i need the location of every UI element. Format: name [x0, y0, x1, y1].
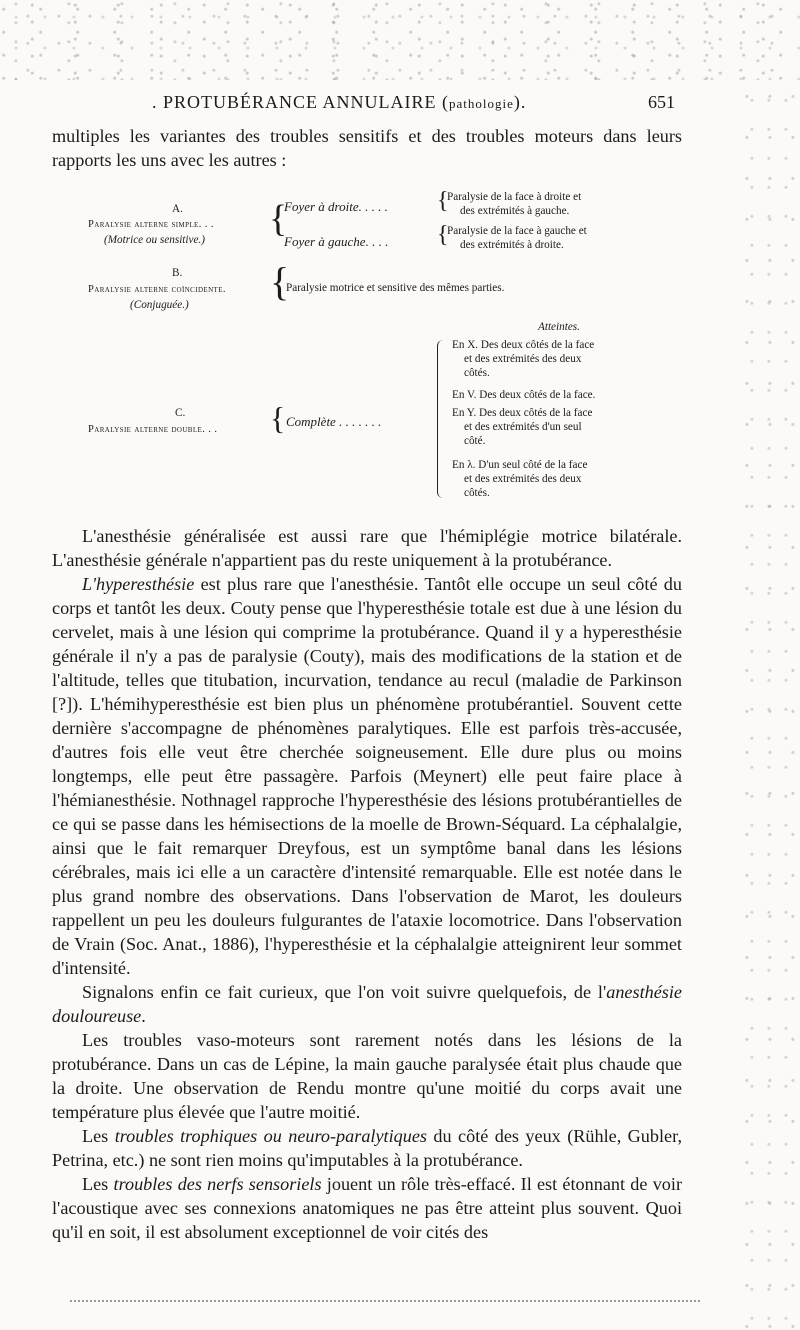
paragraph-italic: troubles trophiques ou neuro-paralytiques [114, 1126, 427, 1146]
table-c-item-1-line: côtés. [464, 367, 490, 379]
table-b-desc: Paralysie motrice et sensitive des mêmes parties. [286, 282, 505, 294]
table-c-item-4-line: côtés. [464, 487, 490, 499]
paragraph [52, 572, 682, 980]
brace-icon: { [270, 400, 286, 436]
table-c-item-1 [452, 338, 594, 380]
table-c-item-1-line: En X. Des deux côtés de la face [452, 339, 595, 351]
header-title: . PROTUBÉRANCE ANNULAIRE ( [152, 92, 450, 112]
body-text [52, 524, 682, 1244]
table-c-item-2 [452, 388, 595, 402]
brace-icon: { [270, 259, 290, 304]
large-brace-icon [437, 340, 444, 498]
brace-icon: { [437, 188, 449, 214]
page-number: 651 [648, 92, 675, 112]
paragraph-text: jouent un rôle très-effacé. Il est étonnant de voir l'acoustique avec ses connexions anatomiques ne pas être atteint plus souvent. Quoi qu'il en soit, il est absolument exceptionnel de voir cités des [52, 1174, 683, 1242]
paragraph-text: . [141, 1006, 146, 1026]
table-c-name: Paralysie alterne double. . . [88, 424, 218, 435]
table-b-sub: (Conjuguée.) [130, 299, 189, 311]
paragraph [52, 1028, 682, 1124]
paragraph-italic: troubles des nerfs sensoriels [113, 1174, 322, 1194]
table-a-foyer-2: Foyer à gauche. . . . [284, 234, 389, 249]
table-c-item-3-line: En Y. Des deux côtés de la face [452, 407, 593, 419]
table-b-name: Paralysie alterne coïncidente. [88, 284, 226, 295]
table-c-heading: Atteintes. [538, 321, 580, 333]
table-a-result-2b: des extrémités à droite. [460, 239, 564, 251]
table-c-item-3 [452, 406, 592, 448]
paragraph-lead: Les [82, 1126, 115, 1146]
paragraph [52, 1172, 682, 1244]
table-a-result-2a: Paralysie de la face à gauche et [447, 225, 587, 237]
header-title-end: ). [513, 92, 527, 112]
running-header [152, 92, 692, 113]
header-subtitle: pathologie [449, 96, 514, 111]
table-c-item-3-line: et des extrémités d'un seul [464, 421, 582, 433]
paragraph [52, 980, 682, 1028]
scan-noise-top [0, 0, 800, 80]
intro-text: multiples les variantes des troubles sensitifs et des troubles moteurs dans leurs rapports les uns avec les autres : [52, 126, 682, 170]
table-c-item-1-line: et des extrémités des deux [464, 353, 582, 365]
paragraph-text: L'anesthésie généralisée est aussi rare que l'hémiplégie motrice bilatérale. L'anesthésie générale n'appartient pas du reste uniquement à la protubérance. [52, 526, 682, 570]
table-c-item-4-line: En λ. D'un seul côté de la face [452, 459, 588, 471]
paragraph-text: du côté des yeux (Rühle, Gubler, Petrina, etc.) ne sont rien moins qu'imputables à la protubérance. [52, 1126, 682, 1170]
table-a-sub: (Motrice ou sensitive.) [104, 234, 205, 246]
table-a-result-1b: des extrémités à gauche. [460, 205, 570, 217]
table-c-foyer: Complète . . . . . . . [286, 414, 382, 429]
paragraph [52, 1124, 682, 1172]
paragraph-lead: Signalons enfin ce fait curieux, que l'on voit suivre quelquefois, de l' [82, 982, 607, 1002]
paragraph-text: Les troubles vaso-moteurs sont rarement notés dans les lésions de la protubérance. Dans un cas de Lépine, la main gauche paralysée était plus chaude que la droite. Une observation de Rendu montre qu'une moitié du corps avait une température plus élevée que l'autre moitié. [52, 1030, 682, 1122]
table-c-letter: C. [175, 407, 186, 419]
table-c-item-4 [452, 458, 587, 500]
table-a-name: Paralysie alterne simple. . . [88, 219, 214, 230]
brace-icon: { [437, 222, 449, 248]
table-a-result-1a: Paralysie de la face à droite et [447, 191, 582, 203]
table-a-foyer-1: Foyer à droite. . . . . [284, 199, 388, 214]
paragraph-text: est plus rare que l'anesthésie. Tantôt elle occupe un seul côté du corps et tantôt les deux. Couty pense que l'hyperesthésie totale est due à une lésion du cervelet, mais à une lésion qui comprime la protubérance. Quand il y a hyperesthésie générale il n'y a pas de paralysie (Couty), mais des modifications de la station et de l'altitude, telles que titubation, incurvation, tendance au recul (maladie de Parkinson [?]). L'hémihyperesthésie est bien plus un phénomène protubérantiel. Souvent cette dernière s'accompagne de phénomènes paralytiques. Elle est parfois très-accusée, d'autres fois elle veut être cherchée soigneusement. Elle dure plus ou moins longtemps, elle peut être passagère. Parfois (Meynert) elle peut faire place à l'hémianesthésie. Nothnagel rapproche l'hyperesthésie des lésions protubérantielles de ce qui se passe dans les hémisections de la moelle de Brown-Séquard. La céphalalgie, ainsi que le fait remarquer Dreyfous, est un symptôme banal dans les lésions cérébrales, mais ici elle a un caractère d'intensité remarquable. Elle est notée dans le plus grand nombre des observations. Dans l'observation de Marot, les douleurs rappellent un peu les douleurs fulgurantes de l'ataxie locomotrice. Dans l'observation de Vrain (Soc. Anat., 1886), l'hyperesthésie et la céphalalgie atteignirent leur sommet d'intensité. [52, 574, 682, 978]
scan-noise-right [740, 80, 800, 1330]
table-a-letter: A. [172, 203, 183, 215]
table-b-letter: B. [172, 267, 183, 279]
table-c-item-3-line: côté. [464, 435, 486, 447]
paragraph-lead: Les [82, 1174, 114, 1194]
intro-paragraph [52, 124, 682, 172]
paragraph-italic: anesthésie douloureuse [52, 982, 682, 1026]
paragraph [52, 524, 682, 572]
table-c-item-2-line: En V. Des deux côtés de la face. [452, 389, 596, 401]
table-c-item-4-line: et des extrémités des deux [464, 473, 582, 485]
brace-icon: { [269, 198, 288, 240]
bottom-scan-line [70, 1300, 700, 1302]
paragraph-italic: L'hyperesthésie [82, 574, 195, 594]
